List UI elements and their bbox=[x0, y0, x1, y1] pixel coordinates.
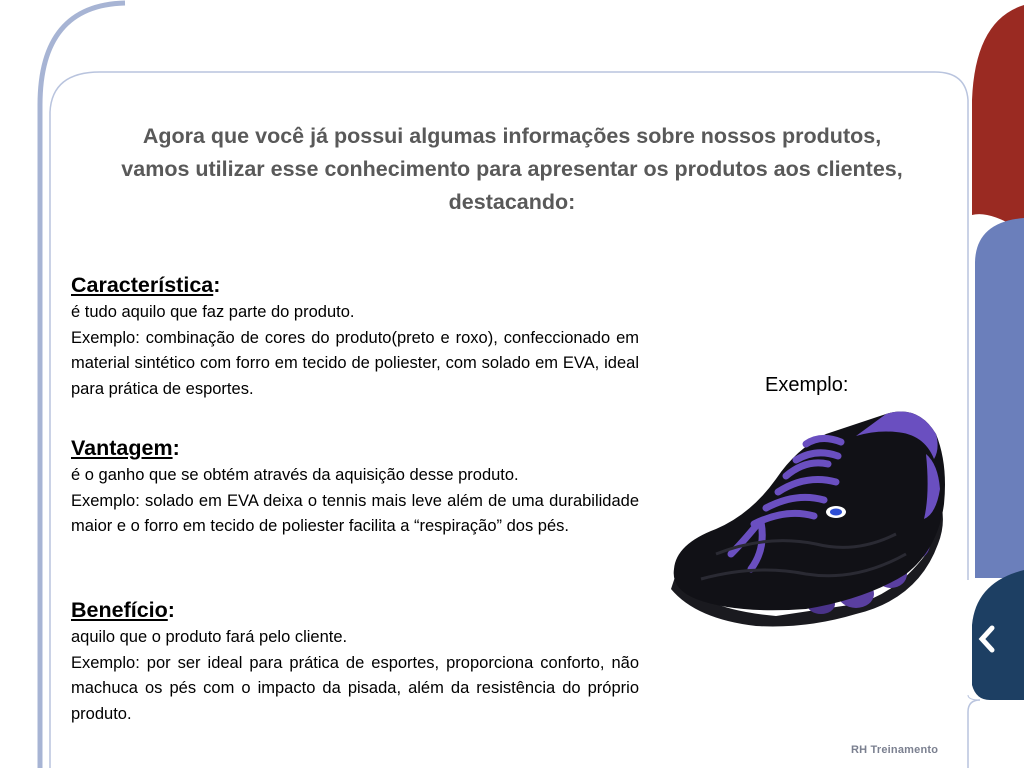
chevron-left-icon[interactable] bbox=[972, 622, 1002, 656]
section-definition: é o ganho que se obtém através da aquisição desse produto. bbox=[71, 466, 519, 484]
example-label: Exemplo: bbox=[765, 374, 849, 396]
section-definition: aquilo que o produto fará pelo cliente. bbox=[71, 628, 348, 646]
section-vantagem bbox=[71, 433, 639, 540]
intro-line-2: vamos utilizar esse conhecimento para apresentar os produtos aos clientes, bbox=[121, 157, 903, 181]
heading-caracteristica: Característica bbox=[71, 273, 214, 297]
section-example: Exemplo: solado em EVA deixa o tennis mais leve além de uma durabilidade maior e o forro em tecido de poliester facilita a “respiração” dos pés. bbox=[71, 491, 639, 535]
heading-colon: : bbox=[213, 273, 221, 297]
section-beneficio bbox=[71, 595, 639, 727]
section-definition: é tudo aquilo que faz parte do produto. bbox=[71, 303, 355, 321]
section-example: Exemplo: por ser ideal para prática de esportes, proporciona conforto, não machuca os pés com o impacto da pisada, além da resistência do próprio produto. bbox=[71, 653, 639, 723]
section-example: Exemplo: combinação de cores do produto(preto e roxo), confeccionado em material sintético com forro em tecido de poliester, com solado em EVA, ideal para prática de esportes. bbox=[71, 328, 639, 398]
right-tab-red bbox=[972, 0, 1024, 232]
heading-colon: : bbox=[167, 598, 175, 622]
section-heading bbox=[71, 270, 639, 300]
intro-line-1: Agora que você já possui algumas informações sobre nossos produtos, bbox=[142, 124, 882, 148]
heading-vantagem: Vantagem bbox=[71, 436, 173, 460]
section-heading bbox=[71, 433, 639, 463]
intro-text bbox=[80, 120, 944, 219]
sneaker-image bbox=[656, 404, 956, 634]
heading-colon: : bbox=[172, 436, 180, 460]
intro-line-3: destacando: bbox=[448, 190, 576, 214]
heading-beneficio: Benefício bbox=[71, 598, 168, 622]
section-heading bbox=[71, 595, 639, 625]
footer-brand: RH Treinamento bbox=[851, 744, 939, 756]
right-tab-blue bbox=[975, 218, 1024, 578]
section-caracteristica bbox=[71, 270, 639, 402]
